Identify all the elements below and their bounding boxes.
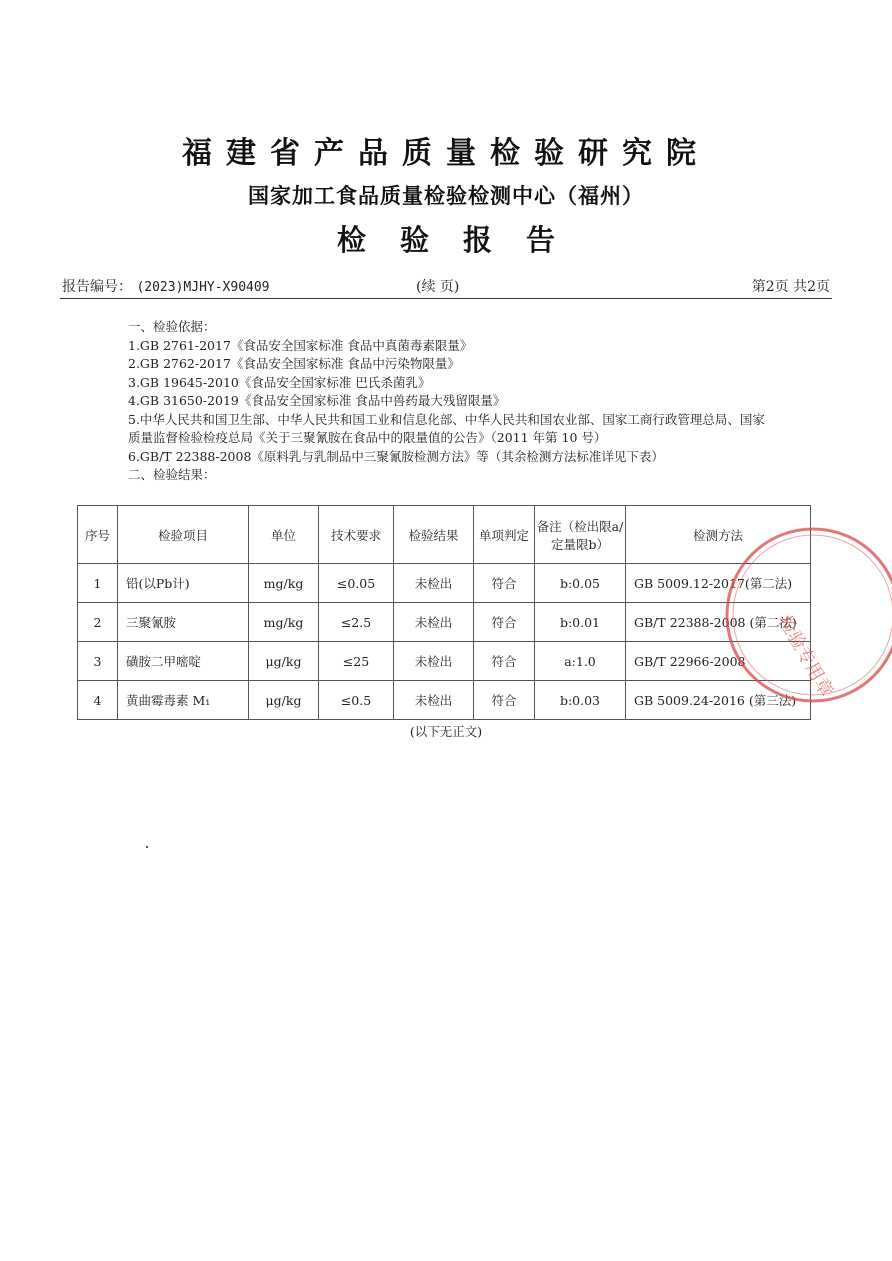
col-header: 备注（检出限a/定量限b） [535, 506, 626, 564]
table-row [78, 681, 811, 720]
report-number [62, 276, 270, 296]
cell-method: GB 5009.24-2016 (第三法) [626, 681, 811, 720]
seal-text: 检验专用章 [773, 612, 837, 701]
end-of-text-note: (以下无正文) [409, 724, 483, 739]
continued-label: (续 页) [416, 279, 460, 295]
basis-item: 6.GB/T 22388-2008《原料乳与乳制品中三聚氰胺检测方法》等（其余检测方法标准详见下表） [128, 448, 664, 464]
doc-type-title: 检验报告 [336, 223, 589, 257]
cell-method: GB/T 22388-2008 (第二法) [626, 603, 811, 642]
cell-requirement: ≤25 [319, 642, 394, 681]
table-row [78, 642, 811, 681]
cell-remark: b:0.01 [535, 603, 626, 642]
cell-result: 未检出 [394, 681, 474, 720]
cell-method: GB 5009.12-2017(第二法) [626, 564, 811, 603]
cell-index: 1 [78, 564, 118, 603]
table-row [78, 603, 811, 642]
col-header: 单位 [249, 506, 319, 564]
basis-item: 5.中华人民共和国卫生部、中华人民共和国工业和信息化部、中华人民共和国农业部、国家工商行政管理总局、国家质量监督检验检疫总局《关于三聚氰胺在食品中的限量值的公告》（2011 年第 10 号） [128, 411, 765, 445]
cell-result: 未检出 [394, 603, 474, 642]
table-header-row [78, 506, 811, 564]
cell-unit: mg/kg [249, 603, 319, 642]
cell-index: 2 [78, 603, 118, 642]
results-table [77, 505, 811, 720]
report-number-value: (2023)MJHY-X90409 [136, 280, 270, 295]
cell-unit: mg/kg [249, 564, 319, 603]
cell-result: 未检出 [394, 564, 474, 603]
cell-item: 黄曲霉毒素 M₁ [118, 681, 249, 720]
cell-remark: b:0.03 [535, 681, 626, 720]
basis-item: 1.GB 2761-2017《食品安全国家标准 食品中真菌毒素限量》 [128, 337, 473, 353]
col-header: 技术要求 [319, 506, 394, 564]
results-heading: 二、检验结果： [128, 467, 216, 482]
table-row [78, 564, 811, 603]
col-header: 单项判定 [474, 506, 535, 564]
center-title: 国家加工食品质量检验检测中心（福州） [248, 184, 644, 208]
cell-remark: b:0.05 [535, 564, 626, 603]
cell-item: 铅(以Pb计) [118, 564, 249, 603]
cell-index: 4 [78, 681, 118, 720]
cell-item: 三聚氰胺 [118, 603, 249, 642]
col-header: 序号 [78, 506, 118, 564]
inspection-basis [128, 318, 768, 485]
report-number-label: 报告编号： [62, 279, 132, 295]
basis-item: 3.GB 19645-2010《食品安全国家标准 巴氏杀菌乳》 [128, 374, 431, 390]
cell-unit: μg/kg [249, 681, 319, 720]
stray-mark [146, 846, 148, 848]
cell-judgement: 符合 [474, 642, 535, 681]
cell-judgement: 符合 [474, 564, 535, 603]
page-indicator: 第2页 共2页 [751, 279, 830, 295]
cell-result: 未检出 [394, 642, 474, 681]
cell-remark: a:1.0 [535, 642, 626, 681]
cell-item: 磺胺二甲嘧啶 [118, 642, 249, 681]
cell-judgement: 符合 [474, 681, 535, 720]
col-header: 检测方法 [626, 506, 811, 564]
cell-method: GB/T 22966-2008 [626, 642, 811, 681]
cell-requirement: ≤2.5 [319, 603, 394, 642]
cell-unit: μg/kg [249, 642, 319, 681]
basis-item: 2.GB 2762-2017《食品安全国家标准 食品中污染物限量》 [128, 356, 460, 371]
cell-requirement: ≤0.05 [319, 564, 394, 603]
cell-index: 3 [78, 642, 118, 681]
basis-heading: 一、检验依据： [128, 319, 216, 334]
basis-item: 4.GB 31650-2019《食品安全国家标准 食品中兽药最大残留限量》 [128, 393, 506, 408]
header-divider [60, 298, 832, 299]
col-header: 检验项目 [118, 506, 249, 564]
cell-requirement: ≤0.5 [319, 681, 394, 720]
institute-title: 福建省产品质量检验研究院 [182, 136, 710, 171]
cell-judgement: 符合 [474, 603, 535, 642]
col-header: 检验结果 [394, 506, 474, 564]
